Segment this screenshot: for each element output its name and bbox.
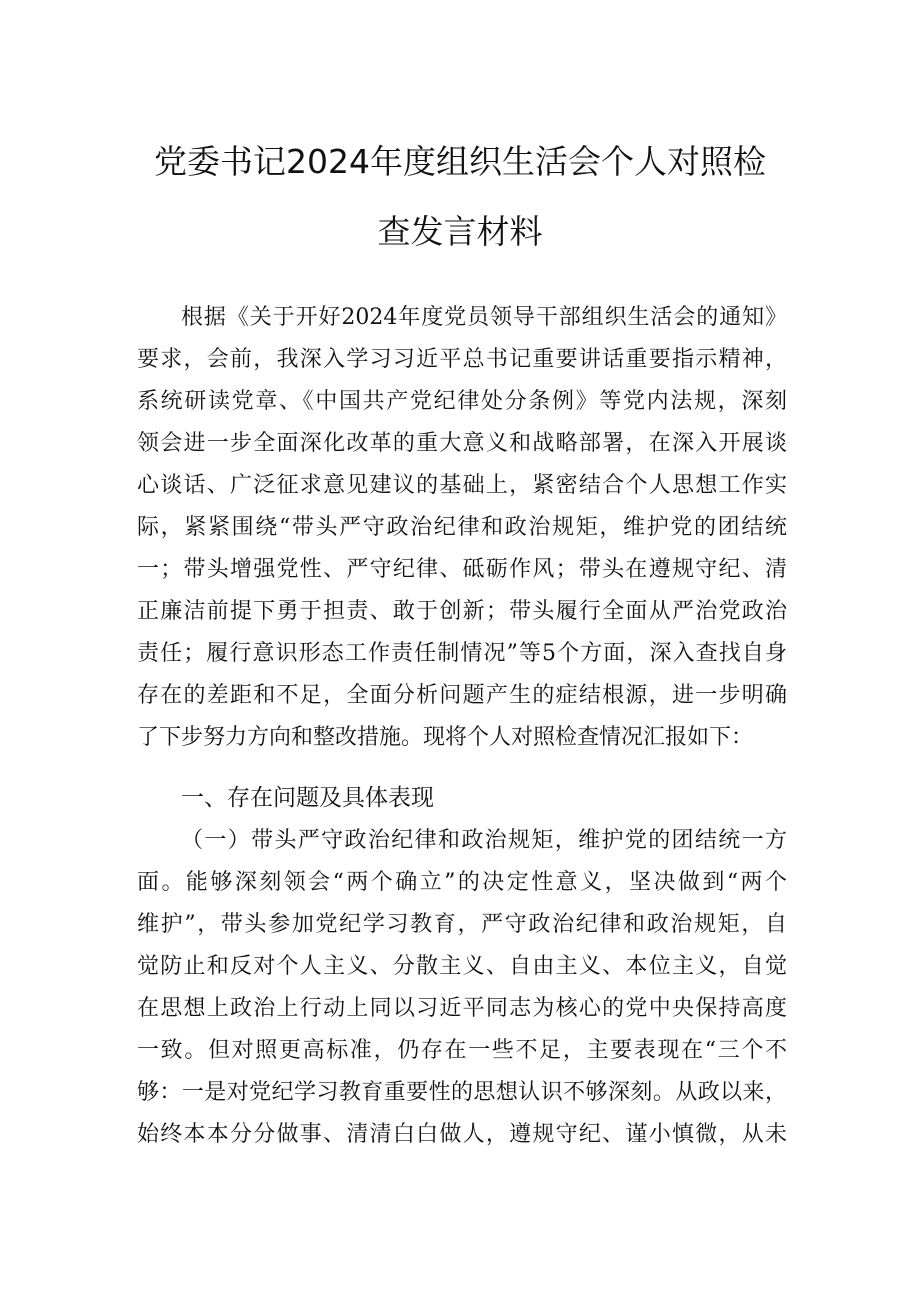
paragraph-2-line: （一）带头严守政治纪律和政治规矩，维护党的团结统一方	[181, 828, 787, 853]
paragraph-2-line: 始终本本分分做事、清清白白做人，遵规守纪、谨小慎微，从未	[137, 1122, 787, 1147]
paragraph-1-line: 系统研读党章、《中国共产党纪律处分条例》等党内法规，深刻	[137, 389, 787, 414]
paragraph-1-line: 领会进一步全面深化改革的重大意义和战略部署，在深入开展谈	[137, 431, 787, 456]
document-title-line-2: 查发言材料	[377, 212, 543, 251]
paragraph-1-line: 根据《关于开好2024年度党员领导干部组织生活会的通知》	[181, 305, 787, 330]
paragraph-2-line: 一致。但对照更高标准，仍存在一些不足，主要表现在“三个不	[137, 1038, 787, 1063]
paragraph-1-line: 了下步努力方向和整改措施。现将个人对照检查情况汇报如下：	[137, 725, 754, 750]
paragraph-1-line: 责任；履行意识形态工作责任制情况”等5个方面，深入查找自身	[137, 641, 787, 666]
paragraph-1-line: 一；带头增强党性、严守纪律、砥砺作风；带头在遵规守纪、清	[137, 557, 787, 582]
paragraph-1-line: 存在的差距和不足，全面分析问题产生的症结根源，进一步明确	[137, 683, 787, 708]
paragraph-2-line: 面。能够深刻领会“两个确立”的决定性意义，坚决做到“两个	[137, 870, 787, 895]
paragraph-1-line: 际，紧紧围绕“带头严守政治纪律和政治规矩，维护党的团结统	[137, 515, 787, 540]
paragraph-1-line: 要求，会前，我深入学习习近平总书记重要讲话重要指示精神，	[137, 347, 787, 372]
section-heading: 一、存在问题及具体表现	[181, 785, 434, 811]
paragraph-2-line: 够：一是对党纪学习教育重要性的思想认识不够深刻。从政以来，	[137, 1080, 787, 1105]
paragraph-2-line: 维护”，带头参加党纪学习教育，严守政治纪律和政治规矩，自	[137, 912, 787, 937]
paragraph-2-line: 觉防止和反对个人主义、分散主义、自由主义、本位主义，自觉	[137, 954, 787, 979]
paragraph-2-line: 在思想上政治上行动上同以习近平同志为核心的党中央保持高度	[137, 996, 787, 1021]
paragraph-1-line: 心谈话、广泛征求意见建议的基础上，紧密结合个人思想工作实	[137, 473, 787, 498]
paragraph-1-line: 正廉洁前提下勇于担责、敢于创新；带头履行全面从严治党政治	[137, 599, 787, 624]
document-title-line-1: 党委书记2024年度组织生活会个人对照检	[154, 142, 766, 181]
